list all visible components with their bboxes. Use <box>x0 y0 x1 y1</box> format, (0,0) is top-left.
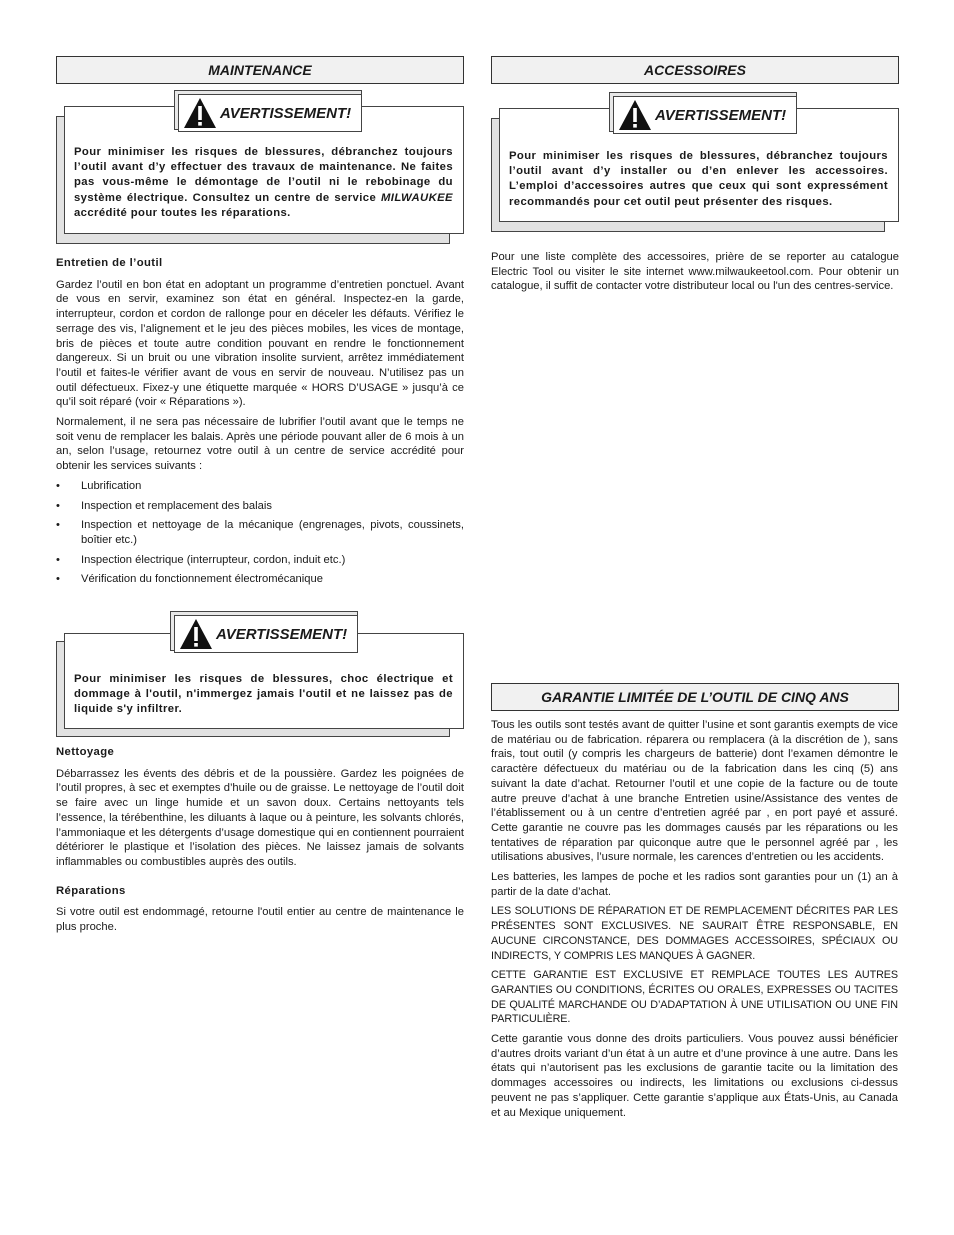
garantie-paragraph-4: CETTE GARANTIE EST EXCLUSIVE ET REMPLACE TOUTES LES AUTRES GARANTIES OU CONDITIONS, ÉCRITES OU ORALES, EXPRESSES OU TACITES DE QUALITÉ MARCHANDE OU D’ADAPTATION À UNE UTILISATION OU UNE FIN PARTICULIÈRE. <box>491 969 898 1026</box>
reparations-heading: Réparations <box>56 884 126 897</box>
entretien-heading: Entretien de l’outil <box>56 257 163 269</box>
garantie-paragraph-2: Les batteries, les lampes de poche et les radios sont garanties pour un (1) an à partir de la date d’achat. <box>491 871 898 898</box>
warning-text: Pour minimiser les risques de blessures, choc électrique et dommage à l'outil, n'immergez jamais l'outil et ne laissez pas de liquide s'y infiltrer. <box>74 673 453 716</box>
garantie-section <box>491 718 898 1125</box>
garantie-paragraph-3: LES SOLUTIONS DE RÉPARATION ET DE REMPLACEMENT DÉCRITES PAR LES PRÉSENTES SONT EXCLUSIVES. NE SAURAIT ÊTRE RESPONSABLE, EN AUCUNE CIRCONSTANCE, DES DOMMAGES ACCESSOIRES, SPÉCIAUX OU INDIRECTS, Y COMPRIS LES MANQUES À GAGNER. <box>491 905 898 962</box>
warning-triangle-icon <box>618 99 652 131</box>
warning-triangle-icon <box>183 97 217 129</box>
warning-label: AVERTISSEMENT! <box>220 104 352 122</box>
list-item: • Inspection et nettoyage de la mécanique (engrenages, pivots, coussinets, boîtier etc.) <box>56 519 464 546</box>
accessoires-header: ACCESSOIRES <box>491 56 899 84</box>
left-column <box>56 56 464 940</box>
list-item: • Inspection et remplacement des balais <box>56 499 272 512</box>
nettoyage-heading: Nettoyage <box>56 746 115 759</box>
maintenance-warning-box <box>56 106 464 244</box>
brand-name: MILWAUKEE <box>380 191 453 204</box>
warning-text: Pour minimiser les risques de blessures, débranchez toujours l’outil avant d’y effectuer des travaux de maintenance. Ne faites pas vous-même le démontage de l’outil ni le rebobinage du système électrique. Consultez un centre de service <box>74 146 453 204</box>
nettoyage-section <box>56 745 464 935</box>
services-list <box>56 479 464 587</box>
accessoires-section <box>491 250 899 294</box>
accessoires-warning-box <box>491 108 899 234</box>
reparations-paragraph: Si votre outil est endommagé, retourne l'outil entier au centre de maintenance le plus proche. <box>56 906 464 934</box>
list-item: • Lubrification <box>56 479 142 492</box>
entretien-paragraph-1: Gardez l’outil en bon état en adoptant un programme d’entretien ponctuel. Avant de vous en servir, examinez son état en général. Inspectez-en la garde, interrupteur, cordon et cordon de rallonge pour en déceler les défauts. Vérifiez le serrage des vis, l’alignement et le jeu des pièces mobiles, les vices de montage, bris de pièces et toute autre condition pouvant en rendre le fonctionnement dangereux. Si un bruit ou une vibration insolite survient, arrêtez immédiatement l’outil et faites-le vérifier avant de vous en servir de nouveau. N’utilisez pas un outil défectueux. Fixez-y une étiquette marquée « HORS D’USAGE » jusqu’à ce qu’il soit réparé (voir « Réparations »). <box>56 278 464 409</box>
list-item: • Inspection électrique (interrupteur, cordon, induit etc.) <box>56 553 346 566</box>
garantie-paragraph-5: Cette garantie vous donne des droits particuliers. Vous pouvez aussi bénéficier d’autres droits variant d’un état à un autre et d’une province à une autre. Dans les états qui n’autorisent pas les exclusions de garantie tacite ou la limitation des dommages accessoires ou indirects, les limitations ou exclusions ci-dessus peuvent ne pas s’appliquer. Cette garantie s’applique aux États-Unis, au Canada et au Mexique uniquement. <box>491 1033 898 1119</box>
warning-text-end: accrédité pour toutes les réparations. <box>74 206 291 219</box>
maintenance-header: MAINTENANCE <box>56 56 464 84</box>
warning-triangle-icon <box>179 618 213 650</box>
list-item: • Vérification du fonctionnement électromécanique <box>56 573 323 586</box>
warning-text: Pour minimiser les risques de blessures, débranchez toujours l’outil avant d’y installer ou d’en enlever les accessoires. L’emploi d’accessoires autres que ceux qui sont expressément recommandés pour cet outil peut présenter des risques. <box>509 150 888 208</box>
garantie-header: GARANTIE LIMITÉE DE L’OUTIL DE CINQ ANS <box>491 683 899 711</box>
warning-label: AVERTISSEMENT! <box>216 625 348 643</box>
cleaning-warning-box <box>56 627 464 735</box>
garantie-paragraph-1: Tous les outils sont testés avant de quitter l’usine et sont garantis exempts de vice de matériau ou de fabrication. réparera ou remplacera (à la discrétion de ), sans frais, tout outil (y compris les chargeurs de batterie) dont l’examen démontre le caractère défectueux du matériau ou de la fabrication dans les cinq (5) ans suivant la date d’achat. Retourner l’outil et une copie de la facture ou de toute autre preuve d’achat à une branche Entretien usine/Assistance des ventes de l’établissement ou à un centre d’entretien agréé par , en port payé et assuré. Cette garantie ne couvre pas les dommages causés par les réparations ou les tentatives de réparation par quiconque autre que le personnel agréé par , les utilisations abusives, l’usure normale, les carences d’entretien ou les accidents. <box>491 719 898 864</box>
nettoyage-paragraph: Débarrassez les évents des débris et de la poussière. Gardez les poignées de l’outil propres, à sec et exemptes d’huile ou de graisse. Le nettoyage de l’outil doit se faire avec un linge humide et un savon doux. Certains nettoyants tels l’essence, la térébenthine, les diluants à laque ou à peinture, les solvants chlorés, l’ammoniaque et les détergents d’usage domestique qui en contiennent pourraient détériorer le plastique et l’isolation des pièces. Ne laissez jamais de solvants inflammables ou combustibles auprès des outils. <box>56 767 464 868</box>
accessoires-paragraph: Pour une liste complète des accessoires, prière de se reporter au catalogue Electric Tool ou visiter le site internet www.milwaukeetool.com. Pour obtenir un catalogue, il suffit de contacter votre distributeur local ou l'un des centres-service. <box>491 251 899 293</box>
entretien-section <box>56 256 464 587</box>
warning-label: AVERTISSEMENT! <box>655 106 787 124</box>
entretien-paragraph-2: Normalement, il ne sera pas nécessaire de lubrifier l’outil avant que le temps ne soit venu de remplacer les balais. Après une période pouvant aller de 6 mois à un an, selon l’usage, retournez votre outil à un centre de service accrédité pour obtenir les services suivants : <box>56 416 464 473</box>
right-column <box>491 56 899 1119</box>
